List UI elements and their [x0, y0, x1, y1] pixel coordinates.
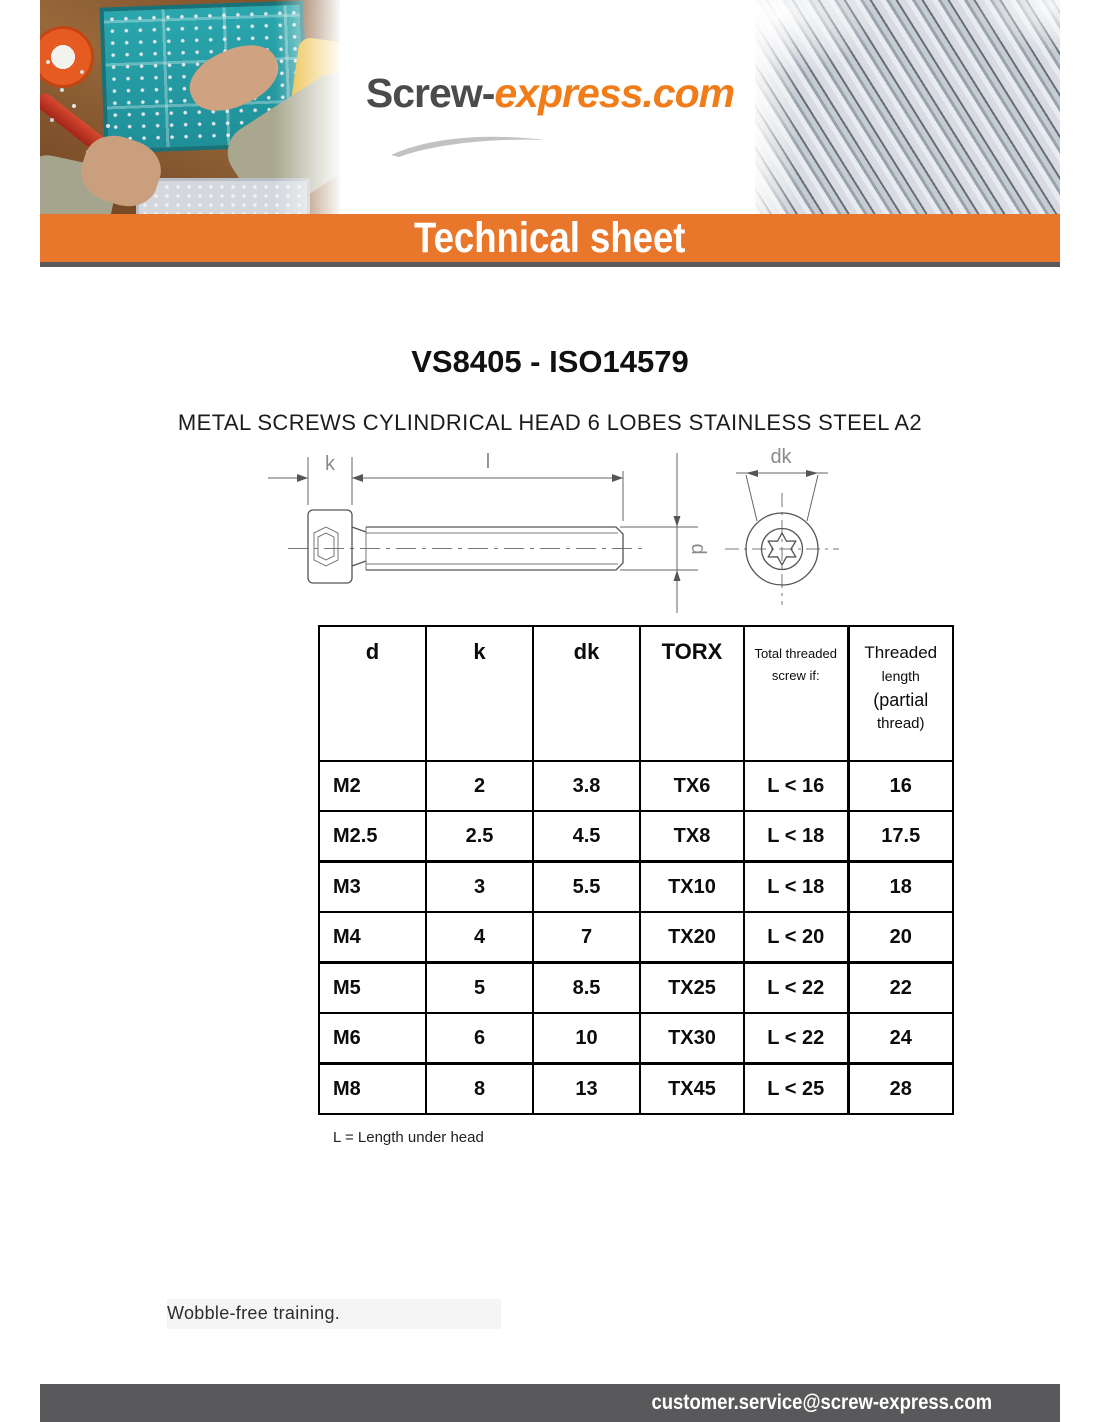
- table-cell: M6: [319, 1013, 426, 1064]
- table-cell: M2.5: [319, 811, 426, 862]
- table-row: [319, 811, 953, 862]
- col-header-d: d: [319, 626, 426, 761]
- table-cell: L < 22: [744, 963, 848, 1014]
- table-cell: 20: [848, 912, 953, 963]
- dim-label-dk: dk: [770, 446, 792, 468]
- table-cell: 5: [426, 963, 533, 1014]
- table-cell: 3: [426, 862, 533, 913]
- logo-text-gray: Screw-: [365, 70, 495, 116]
- table-cell: 3.8: [533, 761, 640, 811]
- table-cell: 2: [426, 761, 533, 811]
- table-cell: 16: [848, 761, 953, 811]
- header-photo-screws: [755, 0, 1060, 215]
- col-header-total-threaded: Total threaded screw if:: [744, 626, 848, 761]
- table-cell: M5: [319, 963, 426, 1014]
- table-cell: 8: [426, 1064, 533, 1115]
- page-subtitle: METAL SCREWS CYLINDRICAL HEAD 6 LOBES STAINLESS STEEL A2: [177, 410, 923, 435]
- logo-text-orange: express.com: [494, 70, 735, 116]
- table-cell: M4: [319, 912, 426, 963]
- table-cell: 8.5: [533, 963, 640, 1014]
- table-cell: L < 18: [744, 862, 848, 913]
- screw-technical-drawing: [260, 445, 840, 620]
- table-cell: 18: [848, 862, 953, 913]
- table-row: [319, 912, 953, 963]
- tagline: Wobble-free training.: [167, 1303, 341, 1323]
- table-row: [319, 1013, 953, 1064]
- banner-title: Technical sheet: [414, 214, 686, 262]
- photo-fade-overlay: [755, 0, 1060, 215]
- table-cell: M3: [319, 862, 426, 913]
- length-note: L = Length under head: [333, 1129, 484, 1146]
- col-header-torx: TORX: [640, 626, 744, 761]
- footer-bar: [40, 1384, 1060, 1422]
- table-cell: L < 20: [744, 912, 848, 963]
- table-header-row: [319, 626, 953, 761]
- table-cell: 22: [848, 963, 953, 1014]
- col-header-k: k: [426, 626, 533, 761]
- table-cell: TX8: [640, 811, 744, 862]
- table-cell: 28: [848, 1064, 953, 1115]
- table-cell: L < 22: [744, 1013, 848, 1064]
- table-cell: TX6: [640, 761, 744, 811]
- table-row: [319, 963, 953, 1014]
- table-cell: 24: [848, 1013, 953, 1064]
- spec-table-body: [319, 761, 953, 1114]
- logo-swoosh: [388, 134, 548, 158]
- photo-fade-overlay: [40, 0, 340, 215]
- side-view: [268, 451, 709, 613]
- table-row: [319, 1064, 953, 1115]
- table-cell: TX10: [640, 862, 744, 913]
- page-title: VS8405 - ISO14579: [411, 344, 689, 379]
- table-cell: 13: [533, 1064, 640, 1115]
- banner: [40, 214, 1060, 262]
- table-row: [319, 761, 953, 811]
- dim-label-d: d: [687, 543, 709, 555]
- table-cell: TX25: [640, 963, 744, 1014]
- table-cell: 5.5: [533, 862, 640, 913]
- table-cell: 4.5: [533, 811, 640, 862]
- table-cell: TX45: [640, 1064, 744, 1115]
- dim-label-l: l: [485, 451, 491, 473]
- col-header-threaded-length: Threaded length (partial thread): [848, 626, 953, 761]
- table-cell: 6: [426, 1013, 533, 1064]
- table-cell: 17.5: [848, 811, 953, 862]
- dim-label-k: k: [325, 453, 335, 475]
- col-header-dk: dk: [533, 626, 640, 761]
- table-cell: 10: [533, 1013, 640, 1064]
- top-view: [725, 446, 839, 605]
- table-cell: M8: [319, 1064, 426, 1115]
- footer-email: customer.service@screw-express.com: [651, 1391, 992, 1414]
- table-cell: L < 16: [744, 761, 848, 811]
- table-cell: 7: [533, 912, 640, 963]
- header-photo-toolbox: [40, 0, 340, 215]
- table-cell: L < 25: [744, 1064, 848, 1115]
- table-cell: TX20: [640, 912, 744, 963]
- table-cell: L < 18: [744, 811, 848, 862]
- table-row: [319, 862, 953, 913]
- table-cell: M2: [319, 761, 426, 811]
- spec-table: [318, 625, 954, 1115]
- logo: [340, 70, 760, 117]
- banner-underline: [40, 262, 1060, 267]
- table-cell: 2.5: [426, 811, 533, 862]
- table-cell: 4: [426, 912, 533, 963]
- table-cell: TX30: [640, 1013, 744, 1064]
